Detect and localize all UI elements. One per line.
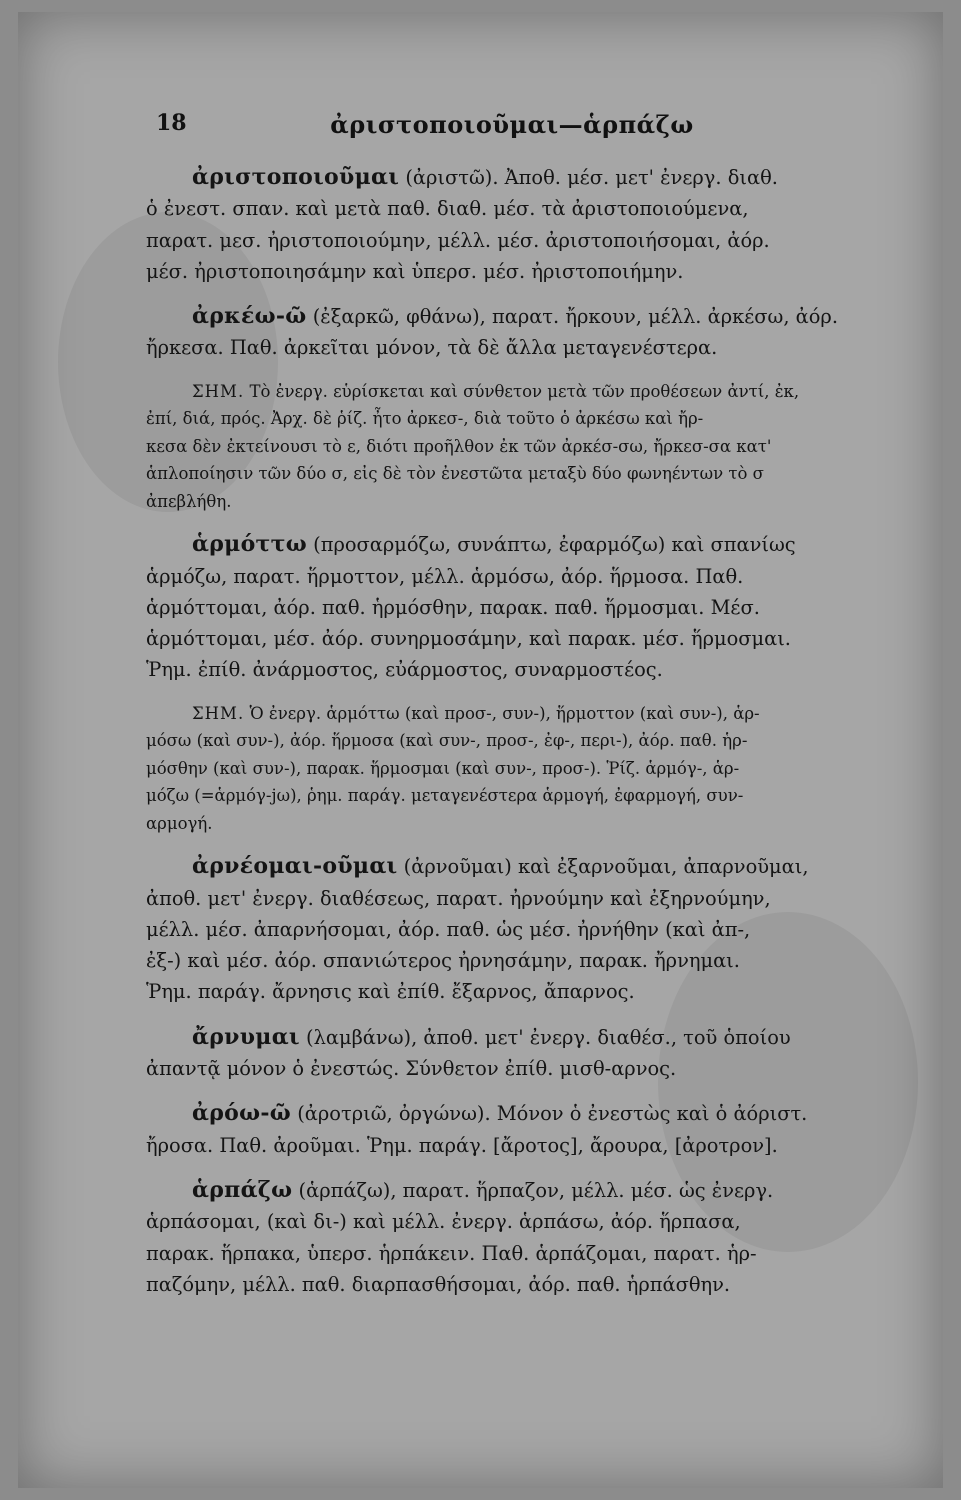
- entry-line: [146, 1206, 876, 1237]
- line-text: ἁρμόζω, παρατ. ἥρμοττον, μέλλ. ἁρμόσω, ἀόρ. ἥρμοσα. Παθ.: [146, 564, 744, 588]
- dictionary-entry: [146, 1022, 876, 1085]
- running-head: ἀριστοποιοῦμαι—ἁρπάζω: [330, 110, 694, 139]
- dictionary-entry: [146, 851, 876, 1007]
- entry-line: [146, 976, 876, 1007]
- line-text: ἁπλοποίησιν τῶν δύο σ, εἰς δὲ τὸν ἐνεστῶτα μεταξὺ δύο φωνηέντων τὸ σ: [146, 464, 764, 484]
- entry-line: [146, 193, 876, 224]
- entry-line: [146, 883, 876, 914]
- entry-line: [146, 727, 876, 755]
- entry-line: [146, 755, 876, 783]
- line-text: ἀπεβλήθη.: [146, 491, 232, 511]
- note-block: [146, 700, 876, 838]
- dictionary-entry: [146, 529, 876, 685]
- note-block: [146, 378, 876, 516]
- entry-line: [146, 301, 876, 332]
- line-text: αρμογή.: [146, 813, 213, 833]
- line-text: Ῥημ. παράγ. ἄρνησις καὶ ἐπίθ. ἔξαρνος, ἄπαρνος.: [146, 980, 635, 1004]
- entry-line: [146, 623, 876, 654]
- entry-line: [146, 914, 876, 945]
- line-text: μέλλ. μέσ. ἀπαρνήσομαι, ἀόρ. παθ. ὡς μέσ. ἠρνήθην (καὶ ἀπ-,: [146, 917, 751, 941]
- dictionary-entry: [146, 1175, 876, 1300]
- entry-line: [146, 378, 876, 406]
- entry-line: [146, 529, 876, 560]
- line-text: ἀποθ. μετ' ἐνεργ. διαθέσεως, παρατ. ἠρνούμην καὶ ἐξηρνούμην,: [146, 886, 771, 910]
- line-text: Ὁ ἐνεργ. ἁρμόττω (καὶ προσ-, συν-), ἥρμοττον (καὶ συν-), ἁρ-: [249, 703, 760, 723]
- line-text: μόσθην (καὶ συν-), παρακ. ἥρμοσμαι (καὶ συν-, προσ-). Ῥίζ. ἁρμόγ-, ἁρ-: [146, 758, 740, 778]
- dictionary-body: [146, 162, 876, 1314]
- entry-line: [146, 488, 876, 516]
- line-text: ἁρπάσομαι, (καὶ δι-) καὶ μέλλ. ἐνεργ. ἁρπάσω, ἀόρ. ἥρπασα,: [146, 1210, 741, 1234]
- line-text: παζόμην, μέλλ. παθ. διαρπασθήσομαι, ἀόρ. παθ. ἡρπάσθην.: [146, 1272, 731, 1296]
- entry-line: [146, 851, 876, 882]
- dictionary-entry: [146, 301, 876, 364]
- entry-line: [146, 405, 876, 433]
- entry-line: [146, 1130, 876, 1161]
- line-text: μέσ. ἠριστοποιησάμην καὶ ὑπερσ. μέσ. ἠριστοποιήμην.: [146, 259, 684, 283]
- lemma: ἀρκέω-ῶ: [192, 303, 307, 330]
- entry-line: [146, 1022, 876, 1053]
- entry-line: [146, 225, 876, 256]
- entry-line: [146, 460, 876, 488]
- line-text: ἐξ-) καὶ μέσ. ἀόρ. σπανιώτερος ἠρνησάμην, παρακ. ἤρνημαι.: [146, 949, 740, 973]
- line-text: ἀπαντᾷ μόνον ὁ ἐνεστώς. Σύνθετον ἐπίθ. μισθ-αρνος.: [146, 1057, 677, 1081]
- line-text: (ἀροτριῶ, ὀργώνω). Μόνον ὁ ἐνεστὼς καὶ ὁ ἀόριστ.: [297, 1102, 808, 1126]
- entry-line: [146, 1269, 876, 1300]
- line-text: (ἀρνοῦμαι) καὶ ἐξαρνοῦμαι, ἀπαρνοῦμαι,: [403, 855, 809, 879]
- note-label: ΣΗΜ.: [192, 381, 245, 401]
- entry-line: [146, 654, 876, 685]
- line-text: (ἐξαρκῶ, φθάνω), παρατ. ἤρκουν, μέλλ. ἀρκέσω, ἀόρ.: [312, 305, 838, 329]
- entry-line: [146, 332, 876, 363]
- lemma: ἁρπάζω: [192, 1176, 293, 1203]
- line-text: (ἀριστῶ). Ἀποθ. μέσ. μετ' ἐνεργ. διαθ.: [405, 166, 778, 189]
- line-text: μόζω (=ἁρμόγ-jω), ῥημ. παράγ. μεταγενέστερα ἁρμογή, ἐφαρμογή, συν-: [146, 786, 744, 806]
- lemma: ἀρόω-ῶ: [192, 1100, 292, 1127]
- line-text: ἁρμόττομαι, μέσ. ἀόρ. συνηρμοσάμην, καὶ παρακ. μέσ. ἥρμοσμαι.: [146, 627, 791, 651]
- line-text: ὁ ἐνεστ. σπαν. καὶ μετὰ παθ. διαθ. μέσ. τὰ ἀριστοποιούμενα,: [146, 197, 749, 221]
- page-number: 18: [156, 110, 187, 136]
- lemma: ἄρνυμαι: [192, 1023, 300, 1050]
- entry-line: [146, 256, 876, 287]
- entry-line: [146, 561, 876, 592]
- entry-line: [146, 945, 876, 976]
- lemma: ἀριστοποιοῦμαι: [192, 164, 400, 190]
- book-page: [18, 12, 943, 1488]
- line-text: μόσω (καὶ συν-), ἀόρ. ἥρμοσα (καὶ συν-, προσ-, ἐφ-, περι-), ἀόρ. παθ. ἡρ-: [146, 731, 748, 751]
- line-text: παρακ. ἥρπακα, ὑπερσ. ἡρπάκειν. Παθ. ἁρπάζομαι, παρατ. ἡρ-: [146, 1241, 757, 1265]
- line-text: ἁρμόττομαι, ἀόρ. παθ. ἡρμόσθην, παρακ. παθ. ἥρμοσμαι. Μέσ.: [146, 595, 760, 619]
- entry-line: [146, 1098, 876, 1129]
- line-text: Ῥημ. ἐπίθ. ἀνάρμοστος, εὐάρμοστος, συναρμοστέος.: [146, 658, 663, 682]
- entry-line: [146, 810, 876, 838]
- lemma: ἁρμόττω: [192, 531, 307, 558]
- line-text: ἤρκεσα. Παθ. ἀρκεῖται μόνον, τὰ δὲ ἄλλα μεταγενέστερα.: [146, 336, 718, 360]
- entry-line: [146, 700, 876, 728]
- line-text: (προσαρμόζω, συνάπτω, ἐφαρμόζω) καὶ σπανίως: [313, 533, 796, 557]
- note-label: ΣΗΜ.: [192, 703, 245, 723]
- line-text: κεσα δὲν ἐκτείνουσι τὸ ε, διότι προῆλθον ἐκ τῶν ἀρκέσ-σω, ἤρκεσ-σα κατ': [146, 436, 772, 456]
- page-header: [156, 110, 868, 150]
- entry-line: [146, 162, 876, 193]
- line-text: παρατ. μεσ. ἠριστοποιούμην, μέλλ. μέσ. ἀριστοποιήσομαι, ἀόρ.: [146, 228, 770, 252]
- lemma: ἀρνέομαι-οῦμαι: [192, 853, 398, 880]
- entry-line: [146, 592, 876, 623]
- entry-line: [146, 433, 876, 461]
- dictionary-entry: [146, 1098, 876, 1161]
- line-text: (λαμβάνω), ἀποθ. μετ' ἐνεργ. διαθέσ., τοῦ ὁποίου: [306, 1025, 791, 1049]
- line-text: ἐπί, διά, πρός. Ἀρχ. δὲ ῥίζ. ἦτο ἀρκεσ-, διὰ τοῦτο ὁ ἀρκέσω καὶ ἤρ-: [146, 409, 704, 429]
- entry-line: [146, 1238, 876, 1269]
- dictionary-entry: [146, 162, 876, 287]
- line-text: Τὸ ἐνεργ. εὑρίσκεται καὶ σύνθετον μετὰ τῶν προθέσεων ἀντί, ἐκ,: [249, 381, 800, 401]
- entry-line: [146, 1175, 876, 1206]
- line-text: (ἁρπάζω), παρατ. ἥρπαζον, μέλλ. μέσ. ὡς ἐνεργ.: [298, 1178, 774, 1202]
- entry-line: [146, 1053, 876, 1084]
- line-text: ἤροσα. Παθ. ἀροῦμαι. Ῥημ. παράγ. [ἄροτος], ἄρουρα, [ἀροτρον].: [146, 1133, 778, 1157]
- entry-line: [146, 782, 876, 810]
